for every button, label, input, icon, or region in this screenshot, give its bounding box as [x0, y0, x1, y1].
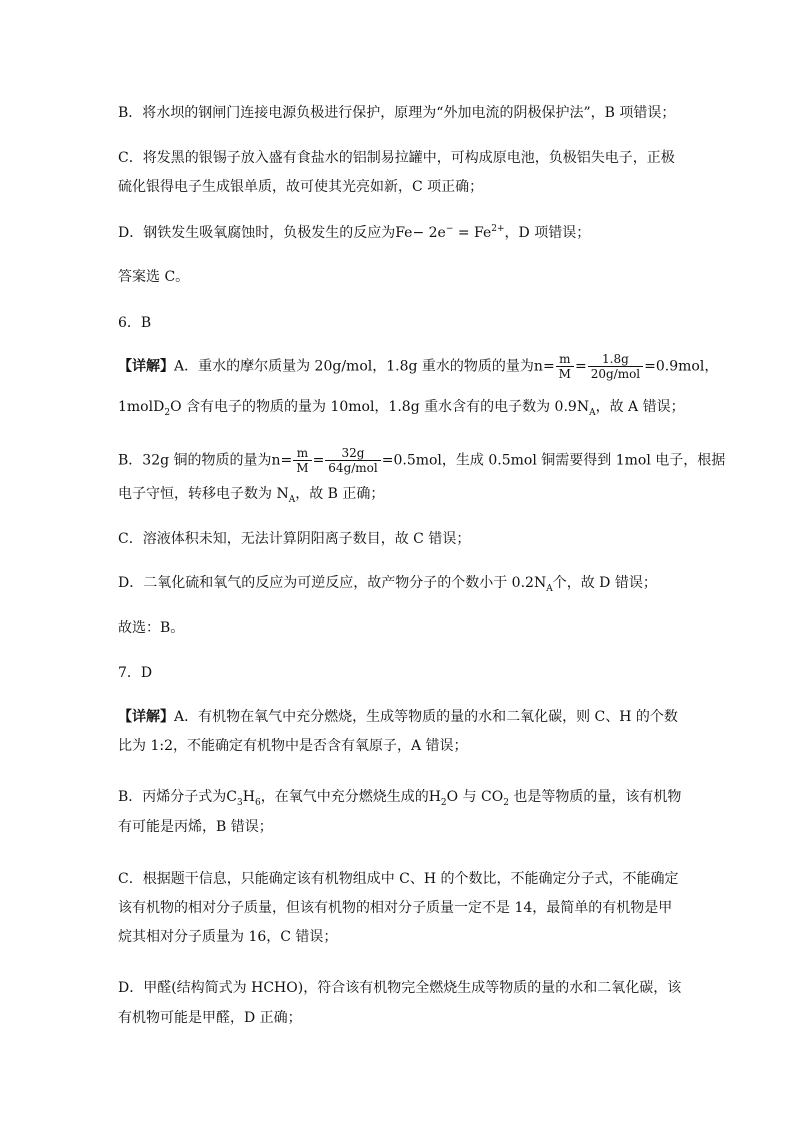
q7-option-c-line2: 该有机物的相对分子质量，但该有机物的相对分子质量一定不是 14，最简单的有机物是甲: [118, 900, 673, 916]
q7-number: 7．D: [118, 665, 153, 681]
q5-option-c-line2: 硫化银得电子生成银单质，故可使其光亮如新，C 项正确；: [118, 179, 484, 195]
formula: CO: [481, 789, 504, 805]
q7-option-a-line2: 比为 1:2，不能确定有机物中是否含有氧原子，A 错误；: [118, 738, 468, 754]
subscript: 3: [237, 798, 243, 808]
denominator: M: [296, 461, 309, 475]
denominator: 20g/mol: [590, 367, 641, 381]
fraction: [588, 352, 643, 381]
text: ，D 项错误；: [504, 225, 591, 241]
text: B．32g 铜的物质的量为: [118, 452, 272, 469]
text: 个，故 D 错误；: [552, 575, 657, 591]
q6-option-a-line2: [118, 398, 685, 418]
text: B．丙烯分子式为: [118, 789, 227, 805]
formula: n=: [533, 358, 555, 375]
q7-option-c-line1: C．根据题干信息，只能确定该有机物组成中 C、H 的个数比，不能确定分子式，不能确定: [118, 871, 679, 887]
q7-option-d-line1: D．甲醛(结构简式为 HCHO)，符合该有机物完全燃烧生成等物质的量的水和二氧化碳，该: [118, 980, 682, 996]
text: 电子守恒，转移电子数为 N: [118, 486, 289, 502]
text: =0.5mol，生成 0.5mol 铜需要得到 1mol 电子，根据: [381, 452, 726, 469]
subscript: A: [546, 584, 553, 594]
q7-option-d-line2: 有机物可能是甲醛，D 正确；: [118, 1010, 302, 1026]
q6-number: 6．B: [118, 315, 152, 331]
text: O 含有电子的物质的量为 10mol，1.8g 重水含有的电子数为 0.9N: [170, 399, 590, 415]
subscript: A: [288, 495, 296, 505]
denominator: M: [558, 367, 571, 381]
text: D．钢铁发生吸氧腐蚀时，负极发生的反应为: [118, 225, 396, 241]
q5-option-c-line1: C．将发黑的银锡子放入盛有食盐水的铝制易拉罐中，可构成原电池，负极铝失电子，正极: [118, 150, 675, 166]
subscript: 2: [503, 798, 509, 808]
text: 也是等物质的量，该有机物: [508, 789, 682, 805]
q6-answer: 故选：B。: [118, 620, 185, 636]
text: O 与: [446, 789, 482, 805]
subscript: 6: [254, 798, 261, 808]
numerator: 1.8g: [588, 352, 643, 367]
numerator: 32g: [325, 446, 380, 461]
denominator: 64g/mol: [328, 461, 378, 475]
q7-option-b-line1: [118, 788, 681, 808]
superscript: 2+: [491, 224, 505, 234]
subscript: 2: [164, 408, 171, 418]
q6-option-b-line2: [118, 485, 384, 505]
q5-answer: 答案选 C。: [118, 269, 190, 285]
q7-option-a-line1: [118, 708, 678, 726]
text: 1molD: [118, 399, 165, 415]
q5-option-d: [118, 224, 590, 244]
formula: = Fe: [453, 225, 492, 241]
numerator: m: [556, 352, 574, 367]
superscript: −: [445, 224, 454, 234]
q6-option-d: [118, 574, 657, 594]
q7-option-c-line3: 烷其相对分子质量为 16，C 错误；: [118, 929, 338, 945]
formula: =: [312, 452, 325, 469]
formula: − 2e: [412, 225, 446, 241]
text: A．有机物在氧气中充分燃烧，生成等物质的量的水和二氧化碳，则 C、H 的个数: [174, 709, 678, 725]
text: ，故 B 正确；: [295, 486, 385, 502]
q7-option-b-line2: 有可能是丙烯，B 错误；: [118, 819, 273, 835]
text: ，故 A 错误；: [595, 399, 685, 415]
subscript: A: [589, 408, 596, 418]
text: A．重水的摩尔质量为 20g/mol，1.8g 重水的物质的量为: [174, 358, 534, 375]
formula: =0.9mol，: [644, 358, 719, 375]
formula: C: [226, 789, 238, 805]
q6-option-a-line1: [118, 352, 718, 381]
q5-option-b: B．将水坝的钢闸门连接电源负极进行保护，原理为“外加电流的阴极保护法”，B 项错误；: [118, 105, 676, 121]
detail-tag: 【详解】: [118, 358, 174, 375]
fraction: [293, 446, 311, 475]
formula: Fe: [395, 225, 413, 241]
fraction: [556, 352, 574, 381]
formula: H: [428, 789, 441, 805]
detail-tag: 【详解】: [118, 709, 174, 725]
text: D．二氧化硫和氧气的反应为可逆反应，故产物分子的个数小于 0.2N: [118, 575, 547, 591]
subscript: 2: [440, 798, 447, 808]
formula: H: [242, 789, 255, 805]
q6-option-b-line1: [118, 446, 725, 475]
formula: =: [574, 358, 587, 375]
numerator: m: [293, 446, 311, 461]
fraction: [325, 446, 380, 475]
text: ，在氧气中充分燃烧生成的: [260, 789, 429, 805]
formula: n=: [271, 452, 293, 469]
q6-option-c: C．溶液体积未知，无法计算阴阳离子数目，故 C 错误；: [118, 531, 471, 547]
